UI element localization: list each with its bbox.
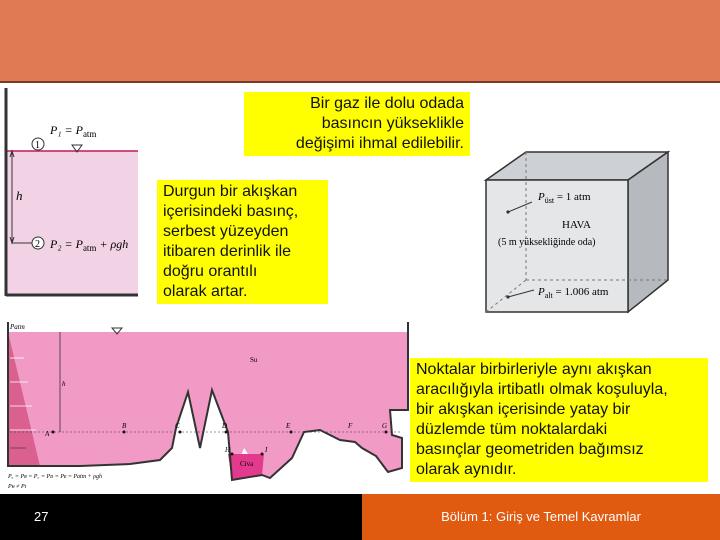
- patm-label: Patm: [10, 323, 25, 331]
- mercury-label: Civa: [240, 460, 254, 468]
- pressure-equation-1: Pₐ = Pʙ = P꜀ = Pᴅ = Pᴇ = Patm + ρgh: [8, 474, 102, 480]
- note-fluid-depth: Durgun bir akışkan içerisindeki basınç, serbest yüzeyden itibaren derinlik ile doğru orantılı olarak artar.: [157, 180, 328, 304]
- p2-rest: + ρgh: [96, 237, 129, 251]
- point-C: C: [175, 422, 180, 430]
- footer-right-bar: [362, 494, 720, 540]
- point-B: B: [122, 422, 127, 430]
- point-1-label: 1: [35, 140, 40, 151]
- room-top-sub: üst: [544, 196, 555, 205]
- room-top-label: P: [538, 191, 545, 203]
- gas-room-figure: [478, 150, 720, 320]
- point-F: F: [348, 422, 353, 430]
- room-bottom-label: P: [538, 286, 545, 298]
- chapter-title: Bölüm 1: Giriş ve Temel Kavramlar: [441, 509, 641, 524]
- point-E: E: [286, 422, 291, 430]
- container-figure: [0, 320, 412, 494]
- p1-sub: atm: [82, 129, 97, 139]
- point-D: D: [222, 422, 228, 430]
- footer-left-bar: [0, 494, 362, 540]
- slide-header-bar: [0, 0, 720, 83]
- p2-sub: atm: [82, 243, 97, 253]
- room-top-value: = 1 atm: [554, 191, 591, 203]
- point-2-label: 2: [35, 239, 40, 250]
- fluid-label: Su: [250, 356, 258, 364]
- tank-liquid: [6, 151, 138, 295]
- room-air-label: HAVA: [562, 219, 591, 231]
- note-gas-room: Bir gaz ile dolu odada basıncın yükseklikle değişimi ihmal edilebilir.: [244, 92, 470, 156]
- room-bottom-value: = 1.006 atm: [552, 286, 609, 298]
- point-G: G: [382, 422, 388, 430]
- pressure-equation-2: Pʜ ≠ Pɪ: [8, 484, 27, 490]
- p2-label: P₂ = P: [50, 237, 83, 251]
- note-horizontal-plane: Noktalar birbirleriyle aynı akışkan aracılığıyla irtibatlı olmak koşuluyla, bir akışkan içerisinde yatay bir düzlemde tüm noktalardaki basınçlar geometriden bağımsız olarak aynıdır.: [410, 358, 708, 482]
- point-A: A: [45, 430, 50, 438]
- p1-label: P₁ = P: [50, 123, 83, 137]
- point-H: H: [225, 446, 231, 454]
- point-I: I: [265, 446, 268, 454]
- depth-h-label: h: [16, 188, 23, 203]
- room-height-note: (5 m yüksekliğinde oda): [498, 237, 596, 248]
- tank-pressure-figure: [0, 88, 168, 298]
- h-label: h: [62, 380, 66, 388]
- page-number: 27: [34, 509, 49, 524]
- room-bottom-sub: alt: [544, 291, 553, 300]
